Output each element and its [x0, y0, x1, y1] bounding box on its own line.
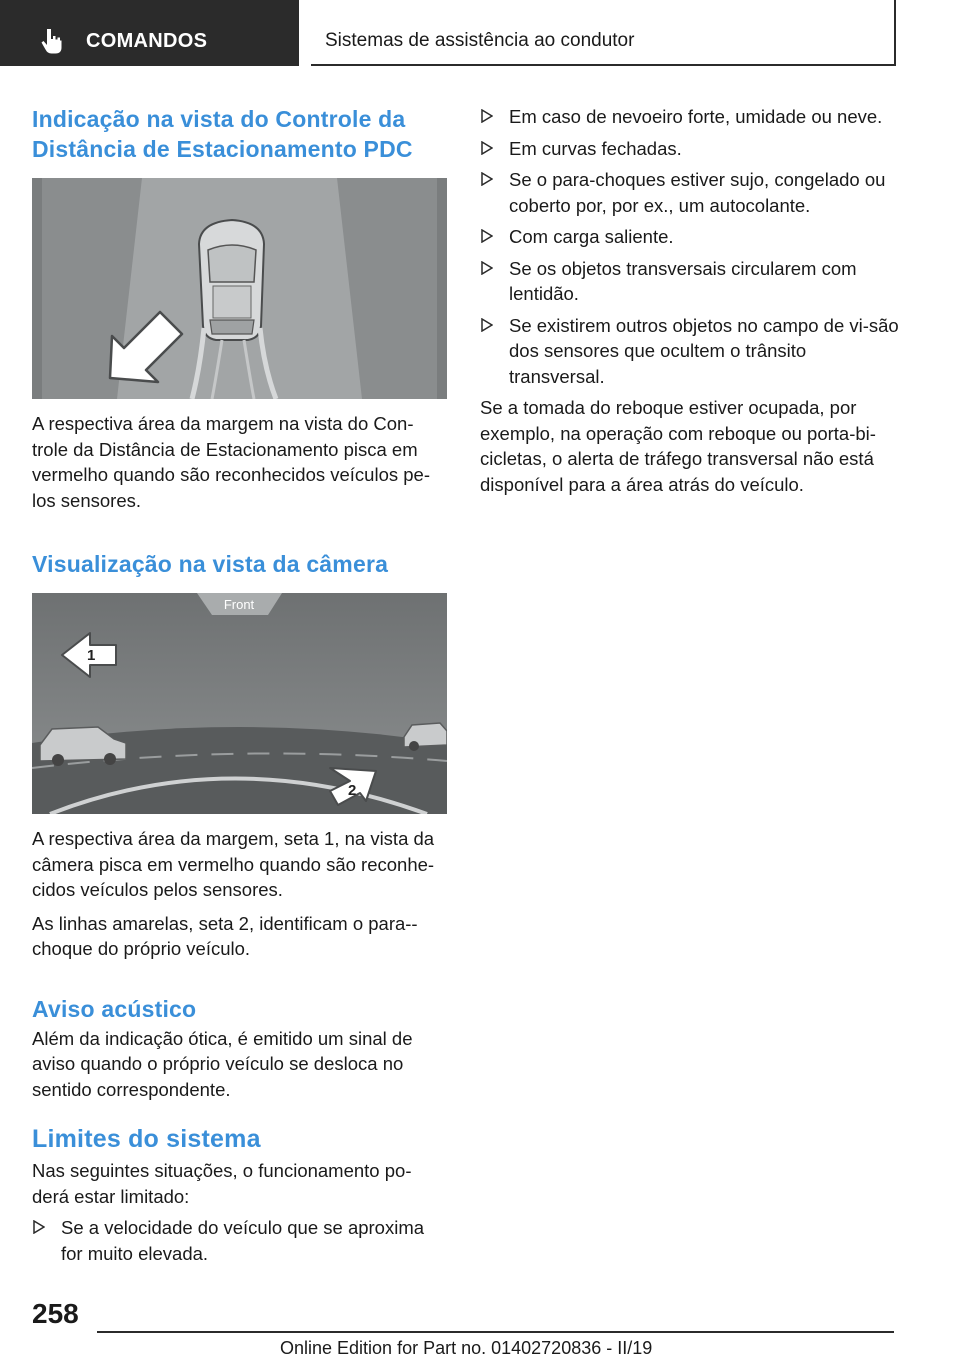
triangle-bullet-icon [481, 318, 493, 332]
camera-heading: Visualização na vista da câmera [32, 551, 389, 577]
limits-list-continued [480, 104, 900, 389]
list-item-text: Com carga saliente. [509, 226, 674, 247]
page-number: 258 [32, 1298, 79, 1329]
triangle-bullet-icon [481, 109, 493, 123]
section-title: COMANDOS [86, 30, 208, 52]
list-item-text: Se o para-choques estiver sujo, congelado ou coberto por, por ex., um autocolante. [509, 169, 886, 216]
list-item [480, 136, 900, 162]
camera-description-2: As linhas amarelas, seta 2, identificam o para--choque do próprio veículo. [32, 912, 418, 959]
acoustic-description: Além da indicação ótica, é emitido um sinal de aviso quando o próprio veículo se desloca no sentido correspondente. [32, 1027, 413, 1100]
triangle-bullet-icon [481, 229, 493, 243]
right-column [480, 104, 900, 497]
acoustic-heading: Aviso acústico [32, 995, 197, 1022]
list-item [480, 167, 900, 218]
limits-list [32, 1215, 448, 1266]
triangle-bullet-icon [481, 141, 493, 155]
left-column [32, 104, 448, 1266]
front-label: Front [223, 597, 255, 612]
header-section-tab [0, 0, 299, 66]
triangle-bullet-icon [481, 172, 493, 186]
pdc-heading: Indicação na vista do Controle da Distância de Estacionamento PDC [32, 106, 413, 162]
pointing-hand-icon [40, 28, 64, 54]
list-item-text: Em curvas fechadas. [509, 137, 682, 159]
pdc-description: A respectiva área da margem na vista do Con-trole da Distância de Estacionamento pisca em vermelho quando são reconhecidos veículos pe-los sensores. [32, 413, 430, 511]
triangle-bullet-icon [33, 1220, 45, 1234]
list-item-text: Se existirem outros objetos no campo de vi-são dos sensores que ocultem o trânsito transversal. [509, 314, 899, 387]
list-item [480, 313, 900, 390]
footer-divider [97, 1331, 894, 1333]
list-item-text: Se os objetos transversais circularem com lentidão. [509, 257, 857, 304]
list-item-text: Se a velocidade do veículo que se aproxima for muito elevada. [61, 1217, 425, 1264]
limits-heading: Limites do sistema [32, 1125, 261, 1153]
pdc-figure [32, 178, 447, 399]
list-item [32, 1215, 448, 1266]
list-item-text: Em caso de nevoeiro forte, umidade ou neve. [509, 106, 883, 127]
trailer-description: Se a tomada do reboque estiver ocupada, por exemplo, na operação com reboque ou porta-bi-cicletas, o alerta de tráfego transversal não está disponível para a área atrás do veículo. [480, 397, 876, 495]
chapter-title: Sistemas de assistência ao condutor [325, 30, 635, 51]
list-item [480, 256, 900, 307]
arrow-1-label: 1 [87, 647, 96, 664]
header-chapter-box [311, 0, 896, 66]
car-icon [199, 220, 264, 340]
limits-description: Nas seguintes situações, o funcionamento po-derá estar limitado: [32, 1160, 412, 1207]
arrow-2-label: 2 [348, 782, 357, 799]
list-item [480, 224, 900, 250]
camera-description-1: A respectiva área da margem, seta 1, na vista da câmera pisca em vermelho quando são reconhe-cidos veículos pelos sensores. [32, 828, 435, 900]
list-item [480, 104, 900, 130]
edition-info: Online Edition for Part no. 01402720836 - II/19 [280, 1338, 653, 1358]
camera-figure [32, 593, 447, 814]
triangle-bullet-icon [481, 261, 493, 275]
